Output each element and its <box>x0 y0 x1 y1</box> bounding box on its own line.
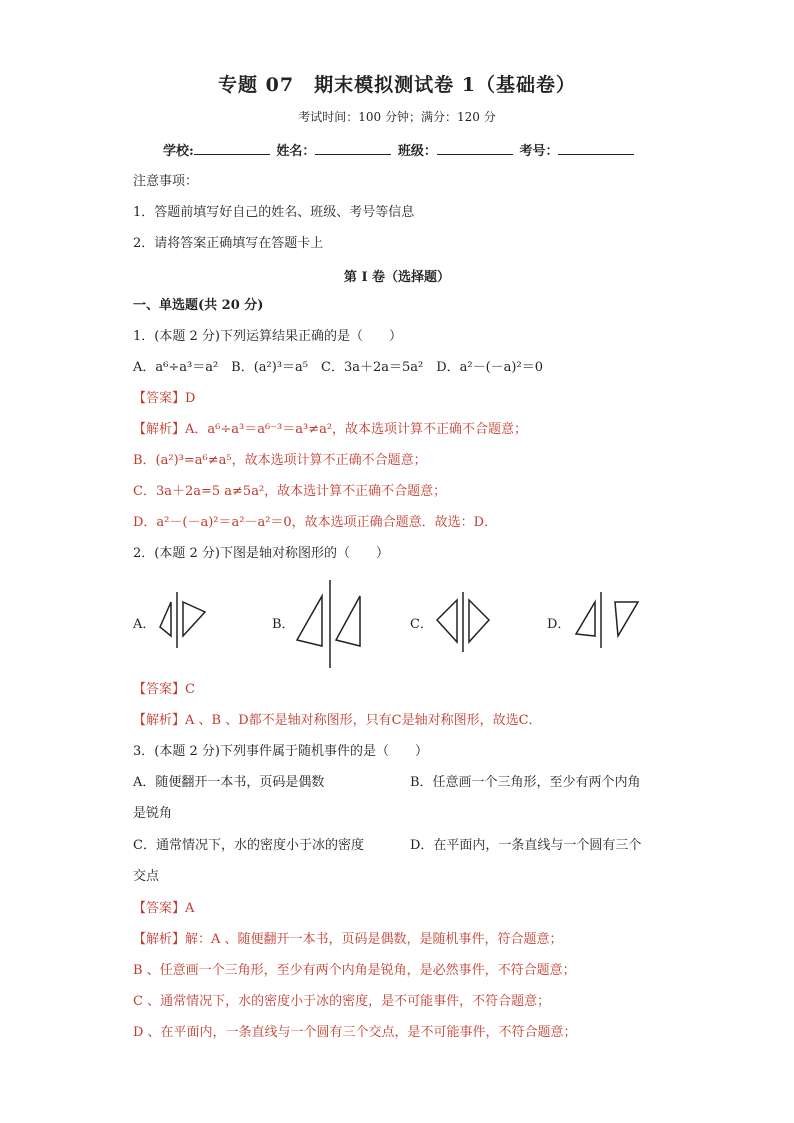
q1-explanation-a: 【解析】A．a⁶÷a³＝a⁶⁻³＝a³≠a²，故本选项计算不正确不合题意； <box>133 422 528 437</box>
q3-answer: 【答案】A <box>133 901 195 916</box>
notes-heading: 注意事项： <box>133 174 199 189</box>
q1-options: A．a⁶÷a³＝a² B．(a²)³＝a⁵ C．3a＋2a＝5a² D．a²－(－a)²＝0 <box>133 360 543 375</box>
q1-explanation-b: B．(a²)³=a⁶≠a⁵，故本选项计算不正确不合题意； <box>133 453 427 468</box>
q3-option-d: D．在平面内，一条直线与一个圆有三个 <box>410 838 642 853</box>
q2-figure-a <box>155 590 215 650</box>
class-blank[interactable] <box>437 140 513 155</box>
q2-answer: 【答案】C <box>133 682 195 697</box>
q1-explanation-d: D．a²－(－a)²＝a²－a²＝0，故本选项正确合题意．故选：D． <box>133 515 498 530</box>
q1-stem: 1．(本题 2 分)下列运算结果正确的是（ ） <box>133 329 402 344</box>
q2-option-d-label: D． <box>547 617 571 632</box>
section-heading: 一、单选题(共 20 分) <box>133 298 264 313</box>
q3-option-d-cont: 交点 <box>133 869 160 884</box>
page-title: 专题 07 期末模拟测试卷 1（基础卷） <box>218 74 576 96</box>
student-info-row <box>163 140 636 159</box>
q1-explanation-c: C．3a＋2a=5 a≠5a²，故本选计算不正确不合题意； <box>133 484 447 499</box>
q2-option-c-label: C． <box>410 617 433 632</box>
q2-option-a-label: A． <box>133 617 156 632</box>
name-blank[interactable] <box>315 140 391 155</box>
q3-option-b: B．任意画一个三角形，至少有两个内角 <box>410 775 641 790</box>
notes-item-1: 1．答题前填写好自己的姓名、班级、考号等信息 <box>133 205 415 220</box>
q2-stem: 2．(本题 2 分)下图是轴对称图形的（ ） <box>133 546 389 561</box>
notes-item-2: 2．请将答案正确填写在答题卡上 <box>133 236 324 251</box>
school-label: 学校: <box>163 144 194 159</box>
id-blank[interactable] <box>558 140 634 155</box>
q3-option-b-cont: 是锐角 <box>133 806 173 821</box>
q2-explanation: 【解析】A 、B 、D都不是轴对称图形，只有C是轴对称图形，故选C． <box>133 713 542 728</box>
class-label: 班级： <box>397 144 437 159</box>
q3-option-c: C．通常情况下，水的密度小于冰的密度 <box>133 838 364 853</box>
q3-stem: 3．(本题 2 分)下列事件属于随机事件的是（ ） <box>133 744 428 759</box>
q2-option-b-label: B． <box>272 617 295 632</box>
q2-figure-d <box>568 590 644 650</box>
q3-explanation-a: 【解析】解：A 、随便翻开一本书，页码是偶数，是随机事件，符合题意； <box>133 932 563 947</box>
q2-figure-c <box>432 590 496 654</box>
q3-option-a: A．随便翻开一本书，页码是偶数 <box>133 775 325 790</box>
q3-explanation-b: B 、任意画一个三角形，至少有两个内角是锐角，是必然事件，不符合题意； <box>133 963 576 978</box>
name-label: 姓名： <box>276 144 316 159</box>
id-label: 考号： <box>519 144 559 159</box>
q3-explanation-c: C 、通常情况下，水的密度小于冰的密度，是不可能事件，不符合题意； <box>133 994 551 1009</box>
q2-figure-b <box>292 578 372 670</box>
exam-info: 考试时间：100 分钟；满分：120 分 <box>298 110 496 124</box>
q3-explanation-d: D 、在平面内，一条直线与一个圆有三个交点，是不可能事件，不符合题意； <box>133 1025 577 1040</box>
volume-heading: 第 I 卷（选择题） <box>343 270 451 285</box>
school-blank[interactable] <box>194 140 270 155</box>
q1-answer: 【答案】D <box>133 391 196 406</box>
